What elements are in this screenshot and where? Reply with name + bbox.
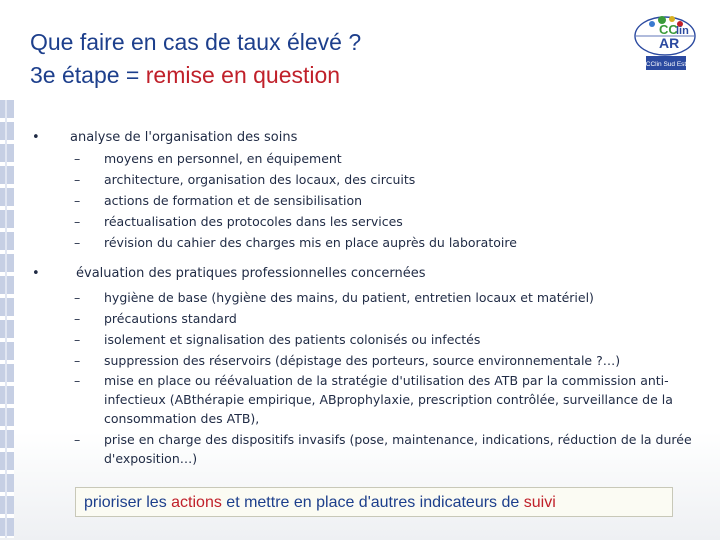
- list-item: [74, 211, 704, 232]
- list-item: [74, 350, 704, 371]
- dash-marker: –: [74, 432, 81, 447]
- cclin-arlin-logo: [632, 14, 698, 76]
- list-item: [74, 430, 704, 468]
- list-item-text: isolement et signalisation des patients colonisés ou infectés: [104, 332, 481, 347]
- list-item-text: mise en place ou réévaluation de la stratégie d'utilisation des ATB par la commission anti-infectieux (ABthérapie empirique, ABprophylaxie, prescription contrôlée, surveillance de la consommation des ATB),: [104, 373, 673, 426]
- dash-marker: –: [74, 214, 81, 229]
- logo-top-text: CC: [659, 22, 678, 37]
- logo-side-text: lin: [676, 25, 689, 37]
- list-item-text: précautions standard: [104, 311, 237, 326]
- list-item: [74, 169, 704, 190]
- dash-marker: –: [74, 172, 81, 187]
- bullet-dot: •: [32, 130, 40, 145]
- list-item: [74, 190, 704, 211]
- dash-marker: –: [74, 193, 81, 208]
- list-item: [74, 329, 704, 350]
- list-item-text: révision du cahier des charges mis en place auprès du laboratoire: [104, 235, 517, 250]
- section-1-list: [74, 148, 704, 253]
- list-item: [74, 148, 704, 169]
- list-item-text: hygiène de base (hygiène des mains, du patient, entretien locaux et matériel): [104, 290, 594, 305]
- section-1-heading: analyse de l'organisation des soins: [70, 130, 298, 145]
- callout-emphasis-actions: actions: [171, 494, 222, 511]
- left-decorative-bar: [0, 100, 14, 538]
- title-line-2-emphasis: remise en question: [145, 62, 341, 88]
- dash-marker: –: [74, 332, 81, 347]
- callout-text-2: et mettre en place d'autres indicateurs de: [221, 494, 524, 511]
- list-item-text: architecture, organisation des locaux, des circuits: [104, 172, 416, 187]
- title-line-2-prefix: 3e étape =: [30, 62, 146, 88]
- dash-marker: –: [74, 353, 81, 368]
- list-item-text: moyens en personnel, en équipement: [104, 151, 342, 166]
- list-item: [74, 287, 704, 308]
- title-line-1: Que faire en cas de taux élevé ?: [30, 29, 362, 55]
- dash-marker: –: [74, 311, 81, 326]
- list-item-text: réactualisation des protocoles dans les services: [104, 214, 403, 229]
- list-item-text: actions de formation et de sensibilisation: [104, 193, 363, 208]
- dash-marker: –: [74, 235, 81, 250]
- list-item: [74, 308, 704, 329]
- logo-caption: CClin Sud Est: [645, 61, 687, 68]
- dash-marker: –: [74, 373, 81, 388]
- dash-marker: –: [74, 290, 81, 305]
- callout-text-1: prioriser les: [84, 494, 172, 511]
- logo-main-text: AR: [659, 35, 680, 51]
- section-2-list: [74, 287, 704, 470]
- list-item: [74, 371, 704, 428]
- conclusion-callout: [75, 487, 673, 517]
- list-item-text: suppression des réservoirs (dépistage des porteurs, source environnementale ?…): [104, 353, 621, 368]
- bullet-dot: •: [32, 266, 40, 281]
- title-line-2: [30, 59, 361, 92]
- dash-marker: –: [74, 151, 81, 166]
- callout-emphasis-suivi: suivi: [523, 494, 556, 511]
- list-item: [74, 232, 704, 253]
- list-item-text: prise en charge des dispositifs invasifs (pose, maintenance, indications, réduction de la durée d'exposition…): [104, 432, 692, 466]
- section-2-heading: évaluation des pratiques professionnelles concernées: [76, 266, 426, 281]
- slide-title: [30, 26, 361, 92]
